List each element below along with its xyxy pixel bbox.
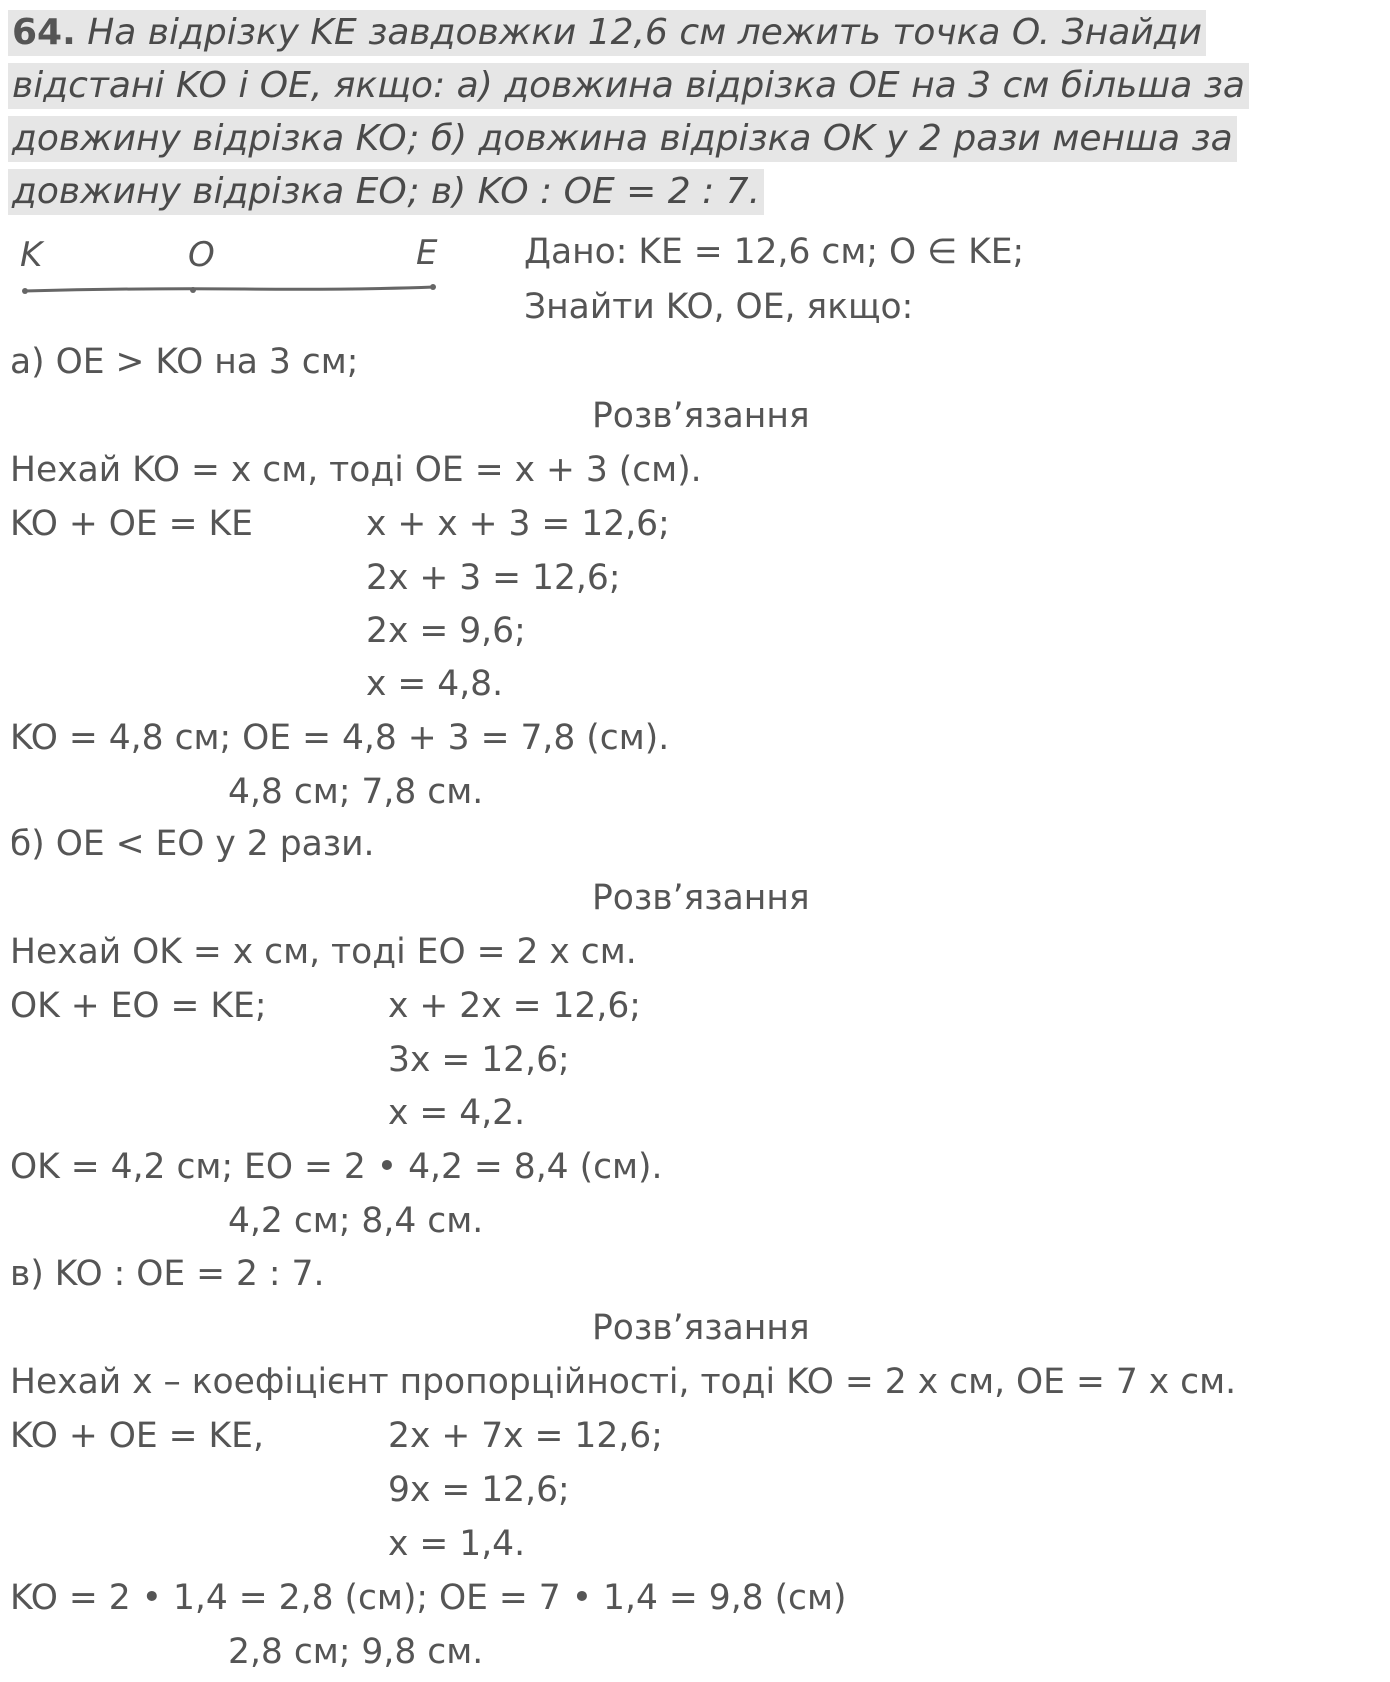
sketch-segment-line [24,287,434,291]
part-b-result: OK = 4,2 см; EO = 2 • 4,2 = 8,4 (см). [10,1147,663,1187]
part-b-answer: 4,2 см; 8,4 см. [228,1201,484,1241]
problem-line-1 [8,10,1206,56]
part-c-result: KO = 2 • 1,4 = 2,8 (см); OE = 7 • 1,4 = 9,8 (см) [10,1578,847,1618]
segment-sketch [14,228,494,308]
part-b-step-1: x + 2x = 12,6; [388,986,641,1026]
problem-text-1: На відрізку KE завдовжки 12,6 см лежить точка O. Знайди [87,12,1203,53]
part-b-step-3: x = 4,2. [388,1093,526,1133]
part-a-condition: а) OE > KO на 3 см; [10,342,359,382]
part-a-step-1: x + x + 3 = 12,6; [366,504,670,544]
sketch-point-k [22,288,28,294]
part-c-let: Нехай x – коефіцієнт пропорційності, тоді KO = 2 x см, OE = 7 x см. [10,1362,1237,1402]
part-a-answer: 4,8 см; 7,8 см. [228,772,484,812]
sketch-point-e [430,284,436,290]
part-b-step-2: 3x = 12,6; [388,1040,570,1080]
part-a-heading: Розв’язання [592,396,810,436]
part-a-step-4: x = 4,8. [366,664,504,704]
part-c-eq-label: KO + OE = KE, [10,1416,264,1456]
part-b-let: Нехай OK = x см, тоді EO = 2 x см. [10,932,637,972]
part-c-step-1: 2x + 7x = 12,6; [388,1416,663,1456]
problem-number: 64. [12,12,76,53]
part-a-step-2: 2x + 3 = 12,6; [366,558,621,598]
part-c-answer: 2,8 см; 9,8 см. [228,1632,484,1672]
part-a-step-3: 2x = 9,6; [366,611,526,651]
part-b-heading: Розв’язання [592,878,810,918]
given-line: Дано: KE = 12,6 см; O ∈ KE; [524,232,1025,272]
part-a-result: KO = 4,8 см; OE = 4,8 + 3 = 7,8 (см). [10,718,670,758]
part-c-heading: Розв’язання [592,1308,810,1348]
part-b-eq-label: OK + EO = KE; [10,986,267,1026]
problem-line-4: довжину відрізка EO; в) KO : OE = 2 : 7. [8,169,764,215]
part-b-condition: б) OE < EO у 2 рази. [10,824,375,864]
problem-line-2: відстані KO і OE, якщо: а) довжина відрізка OE на 3 см більша за [8,63,1249,109]
sketch-label-e: E [416,233,438,273]
part-a-let: Нехай KO = x см, тоді OE = x + 3 (см). [10,450,702,490]
part-c-step-3: x = 1,4. [388,1524,526,1564]
sketch-point-o [190,287,196,293]
part-c-step-2: 9x = 12,6; [388,1470,570,1510]
sketch-label-k: K [20,235,43,275]
part-a-eq-label: KO + OE = KE [10,504,253,544]
find-line: Знайти KO, OE, якщо: [524,287,914,327]
sketch-label-o: O [188,235,215,275]
part-c-condition: в) KO : OE = 2 : 7. [10,1254,325,1294]
problem-line-3: довжину відрізка KO; б) довжина відрізка OK у 2 рази менша за [8,116,1237,162]
